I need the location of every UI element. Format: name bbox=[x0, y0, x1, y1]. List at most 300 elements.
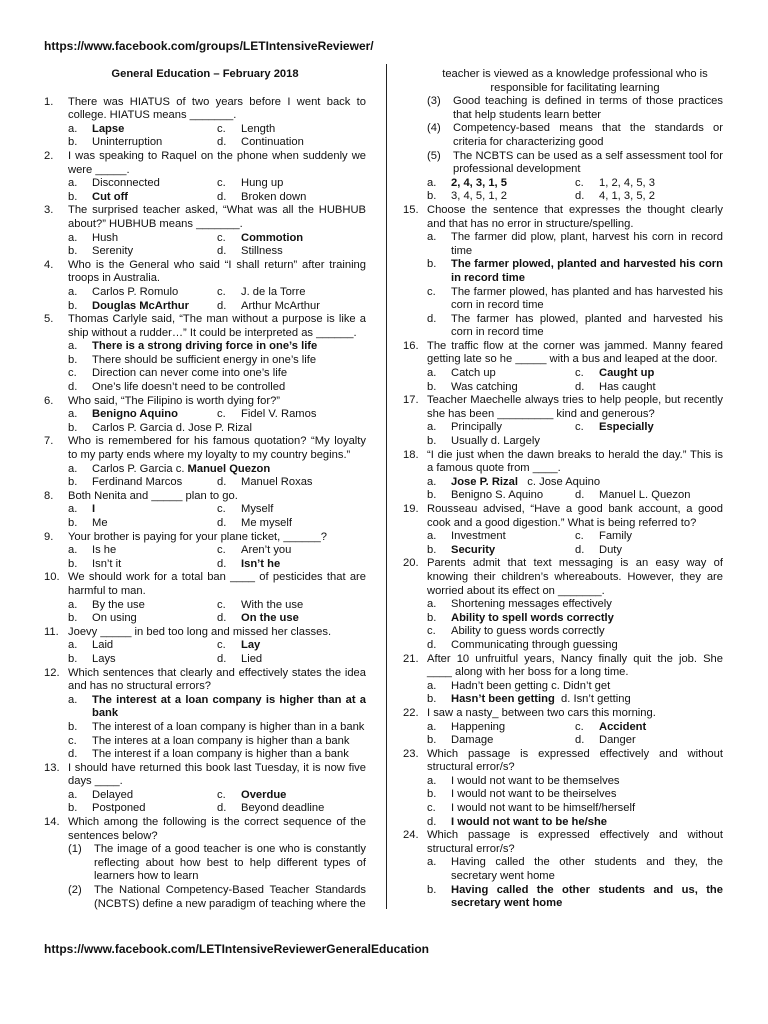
choice bbox=[575, 381, 723, 395]
choice-letter: c. bbox=[427, 802, 436, 815]
choice-text-wrap bbox=[451, 884, 723, 911]
choice-letter: d. bbox=[575, 543, 585, 556]
choice bbox=[217, 476, 366, 490]
statement-number: (1) bbox=[68, 843, 82, 856]
choice-row bbox=[44, 599, 366, 613]
choice-text: Disconnected bbox=[92, 177, 160, 190]
question-stem: After 10 unfruitful years, Nancy finally quit the job. She ____ along with her boss for a long time. bbox=[427, 652, 723, 679]
choice-row bbox=[44, 123, 366, 137]
question bbox=[403, 204, 723, 231]
choice-row bbox=[403, 489, 723, 503]
correct-answer: Isn’t he bbox=[241, 557, 281, 570]
choice-letter: b. bbox=[68, 190, 78, 203]
statement-text: The National Competency-Based Teacher Standards (NCBTS) define a new paradigm of teaching where the bbox=[94, 884, 366, 910]
choice-letter: d. bbox=[575, 380, 585, 393]
question bbox=[44, 667, 366, 694]
choice-row bbox=[44, 544, 366, 558]
choice-letter: c. bbox=[217, 408, 226, 421]
statement-number: (5) bbox=[427, 149, 441, 162]
question bbox=[44, 395, 366, 409]
choice-text-wrap bbox=[451, 802, 723, 816]
choice-letter: d. bbox=[575, 489, 585, 502]
choice-text-wrap bbox=[451, 612, 723, 626]
choice-text-wrap bbox=[451, 286, 723, 313]
numbered-statement bbox=[403, 150, 723, 177]
choice bbox=[403, 476, 723, 490]
question-number: 23. bbox=[403, 747, 419, 760]
choice-text: I would not want to be himself/herself bbox=[451, 802, 636, 815]
choice-text-wrap bbox=[451, 231, 723, 258]
statement-text: Competency-based means that the standards or criteria for characterizing good bbox=[453, 122, 723, 148]
choice-letter: a. bbox=[68, 544, 78, 557]
question bbox=[44, 313, 366, 340]
choice-letter: c. bbox=[575, 720, 584, 733]
question-stem: Joevy _____ in bed too long and missed her classes. bbox=[68, 625, 332, 638]
choice bbox=[68, 544, 217, 558]
choice-letter: d. bbox=[217, 557, 227, 570]
choice bbox=[575, 190, 723, 204]
left-column-body bbox=[44, 96, 366, 912]
choice-text-wrap bbox=[92, 354, 366, 368]
choice-letter: c. bbox=[68, 367, 77, 380]
question-number: 1. bbox=[44, 95, 54, 108]
question bbox=[44, 762, 366, 789]
correct-answer: Accident bbox=[599, 720, 647, 733]
choice-letter: a. bbox=[68, 285, 78, 298]
choice-text: Carlos P. Garcia c. bbox=[92, 462, 185, 475]
choice bbox=[575, 177, 723, 191]
choice-letter: a. bbox=[68, 340, 78, 353]
choice bbox=[403, 856, 723, 883]
choice-letter: d. bbox=[217, 652, 227, 665]
question-number: 24. bbox=[403, 829, 419, 842]
correct-answer: Overdue bbox=[241, 788, 287, 801]
choice bbox=[217, 558, 366, 572]
choice-text: The farmer has plowed, planted and harvested his corn in record time bbox=[451, 312, 723, 339]
choice-letter: b. bbox=[68, 299, 78, 312]
question-stem: There was HIATUS of two years before I went back to college. HIATUS means _______. bbox=[68, 95, 366, 122]
choice-text: With the use bbox=[241, 598, 304, 611]
choice-text-wrap bbox=[451, 258, 723, 285]
choice-letter: c. bbox=[217, 598, 226, 611]
choice-letter: a. bbox=[427, 598, 437, 611]
numbered-statement bbox=[44, 884, 366, 911]
choice bbox=[403, 435, 723, 449]
question-number: 22. bbox=[403, 706, 419, 719]
question-stem: I should have returned this book last Tuesday, it is now five days ____. bbox=[68, 761, 366, 788]
choice-row bbox=[403, 367, 723, 381]
choice-letter: d. bbox=[217, 136, 227, 149]
choice-text: Uninterruption bbox=[92, 136, 163, 149]
choice-text: Manuel L. Quezon bbox=[599, 489, 691, 502]
question bbox=[403, 653, 723, 680]
choice-letter: a. bbox=[427, 475, 437, 488]
choice bbox=[217, 612, 366, 626]
question-number: 19. bbox=[403, 503, 419, 515]
choice-letter: c. bbox=[217, 639, 226, 652]
choice-text-wrap bbox=[92, 340, 366, 354]
choice bbox=[427, 544, 575, 558]
question-number: 7. bbox=[44, 435, 54, 448]
choice-text-wrap bbox=[451, 816, 723, 830]
statement-number: (3) bbox=[427, 95, 441, 108]
choice-letter: b. bbox=[68, 353, 78, 366]
choice-letter: b. bbox=[68, 517, 78, 529]
choice-row bbox=[44, 136, 366, 150]
correct-answer: 2, 4, 3, 1, 5 bbox=[451, 176, 507, 189]
choice-text: Delayed bbox=[92, 788, 134, 801]
question-stem: The surprised teacher asked, “What was all the HUBHUB about?” HUBHUB means _______. bbox=[68, 204, 366, 230]
question bbox=[403, 394, 723, 421]
choice-letter: a. bbox=[68, 788, 78, 801]
document-title: General Education – February 2018 bbox=[111, 68, 299, 80]
question-stem: Your brother is paying for your plane ticket, ______? bbox=[68, 530, 327, 543]
question-number: 6. bbox=[44, 394, 54, 407]
correct-answer: The interest at a loan company is higher than at a bank bbox=[92, 693, 366, 720]
choice bbox=[217, 245, 366, 259]
choice-text: Beyond deadline bbox=[241, 802, 325, 815]
choice bbox=[68, 476, 217, 490]
left-column bbox=[44, 68, 366, 911]
choice-text-wrap bbox=[92, 735, 366, 749]
choice bbox=[427, 421, 575, 435]
footer-url[interactable]: https://www.facebook.com/LETIntensiveReviewerGeneralEducation bbox=[44, 942, 429, 956]
question-number: 10. bbox=[44, 571, 60, 584]
question-stem: Who said, “The Filipino is worth dying for?” bbox=[68, 394, 281, 407]
question-stem: Rousseau advised, “Have a good bank account, a good cook and a good digestion.” What is being referred to? bbox=[427, 503, 723, 529]
question bbox=[44, 490, 366, 504]
choice bbox=[217, 232, 366, 246]
choice bbox=[68, 789, 217, 803]
question-stem: We should work for a total ban ____ of pesticides that are harmful to man. bbox=[68, 571, 366, 597]
choice-letter: d. bbox=[217, 612, 227, 625]
choice bbox=[217, 544, 366, 558]
header-url[interactable]: https://www.facebook.com/groups/LETIntensiveReviewer/ bbox=[44, 39, 374, 53]
choice-row bbox=[44, 503, 366, 517]
choice-row bbox=[44, 802, 366, 816]
choice-letter: c. bbox=[575, 367, 584, 380]
choice-letter: a. bbox=[427, 367, 437, 380]
choice bbox=[403, 598, 723, 612]
choice-letter: b. bbox=[427, 258, 437, 271]
choice-text: Laid bbox=[92, 639, 114, 652]
choice-letter: b. bbox=[68, 136, 78, 149]
question-number: 18. bbox=[403, 448, 419, 461]
choice-text-wrap bbox=[92, 381, 366, 395]
choice-letter: a. bbox=[68, 231, 78, 244]
choice-row bbox=[44, 476, 366, 490]
choice-text: Lied bbox=[241, 652, 263, 665]
choice-text-wrap bbox=[92, 694, 366, 721]
choice bbox=[403, 816, 723, 830]
question-number: 20. bbox=[403, 557, 419, 570]
choice bbox=[217, 286, 366, 300]
question bbox=[403, 449, 723, 476]
choice-text-wrap bbox=[451, 435, 723, 449]
choice bbox=[68, 245, 217, 259]
choice bbox=[44, 381, 366, 395]
correct-answer: There is a strong driving force in one’s life bbox=[92, 340, 318, 353]
choice bbox=[427, 190, 575, 204]
choice-text-wrap bbox=[451, 775, 723, 789]
choice bbox=[427, 721, 575, 735]
choice bbox=[403, 680, 723, 694]
question-stem: Which among the following is the correct sequence of the sentences below? bbox=[68, 816, 366, 842]
choice bbox=[44, 422, 366, 436]
choice bbox=[403, 884, 723, 911]
question bbox=[44, 531, 366, 545]
choice-row bbox=[44, 191, 366, 205]
choice bbox=[403, 313, 723, 340]
question bbox=[403, 829, 723, 856]
choice bbox=[575, 421, 723, 435]
choice-text: Serenity bbox=[92, 245, 134, 258]
choice-text: Carlos P. Garcia d. Jose P. Rizal bbox=[92, 421, 253, 434]
choice bbox=[68, 136, 217, 150]
question bbox=[403, 557, 723, 598]
choice-letter: b. bbox=[427, 611, 437, 624]
choice-letter: d. bbox=[217, 476, 227, 489]
question-number: 13. bbox=[44, 761, 60, 774]
question-number: 16. bbox=[403, 339, 419, 352]
choice bbox=[403, 258, 723, 285]
choice bbox=[68, 191, 217, 205]
choice bbox=[427, 177, 575, 191]
choice-text-wrap bbox=[92, 748, 366, 762]
correct-answer: I would not want to be he/she bbox=[451, 815, 608, 828]
choice-row bbox=[44, 789, 366, 803]
choice-letter: c. bbox=[575, 530, 584, 543]
choice-letter: b. bbox=[427, 883, 437, 896]
choice-letter: d. bbox=[68, 748, 78, 761]
choice-letter: a. bbox=[427, 856, 437, 869]
question-number: 21. bbox=[403, 652, 419, 665]
choice-text-wrap bbox=[451, 625, 723, 639]
choice-row bbox=[403, 177, 723, 191]
choice-letter: d. bbox=[217, 802, 227, 815]
right-column bbox=[403, 68, 723, 911]
question-number: 4. bbox=[44, 258, 54, 271]
question-stem: I was speaking to Raquel on the phone when suddenly we were _____. bbox=[68, 149, 366, 176]
choice bbox=[44, 340, 366, 354]
choice-letter: c. bbox=[217, 122, 226, 135]
choice-letter: d. bbox=[68, 381, 78, 394]
choice-row bbox=[403, 190, 723, 204]
choice bbox=[575, 721, 723, 735]
choice-row bbox=[44, 558, 366, 572]
question bbox=[403, 340, 723, 367]
choice-text: The farmer did plow, plant, harvest his corn in record time bbox=[451, 231, 723, 257]
statement-continuation: teacher is viewed as a knowledge professional who is responsible for facilitating learning bbox=[442, 68, 708, 94]
choice bbox=[68, 123, 217, 137]
question-number: 17. bbox=[403, 394, 419, 407]
question-number: 8. bbox=[44, 489, 54, 502]
choice-text: Communicating through guessing bbox=[451, 638, 618, 651]
choice-text: Arthur McArthur bbox=[241, 299, 320, 312]
correct-answer: On the use bbox=[241, 612, 299, 625]
question-stem: Choose the sentence that expresses the thought clearly and that has no error in structure/spelling. bbox=[427, 203, 723, 230]
question bbox=[44, 435, 366, 462]
choice-text: J. de la Torre bbox=[241, 285, 306, 298]
correct-answer: Jose P. Rizal bbox=[451, 475, 518, 488]
choice-text-wrap bbox=[92, 422, 366, 436]
choice-text: 1, 2, 4, 5, 3 bbox=[599, 176, 655, 189]
choice-text: Direction can never come into one’s life bbox=[92, 367, 288, 380]
choice-row bbox=[403, 544, 723, 558]
choice-letter: d. bbox=[575, 734, 585, 747]
choice-text-wrap bbox=[92, 721, 366, 735]
choice-row bbox=[403, 381, 723, 395]
choice-letter: b. bbox=[427, 543, 437, 556]
question bbox=[44, 150, 366, 177]
choice-letter: c. bbox=[427, 625, 436, 638]
choice bbox=[403, 788, 723, 802]
statement-text: The image of a good teacher is one who is constantly reflecting about how best to help different types of learners how to learn bbox=[94, 843, 366, 883]
choice-text: Me bbox=[92, 517, 108, 529]
correct-answer: Commotion bbox=[241, 231, 304, 244]
choice-text: Duty bbox=[599, 543, 623, 556]
choice-text: Stillness bbox=[241, 245, 283, 258]
choice-text: Ability to guess words correctly bbox=[451, 625, 605, 638]
choice-letter: b. bbox=[427, 380, 437, 393]
question-number: 2. bbox=[44, 149, 54, 162]
choice-text: Investment bbox=[451, 530, 506, 543]
choice-text: Happening bbox=[451, 720, 506, 733]
choice-text: The interest if a loan company is higher than a bank bbox=[92, 748, 349, 761]
question-number: 5. bbox=[44, 313, 54, 326]
choice-text: One’s life doesn’t need to be controlled bbox=[92, 381, 286, 394]
choice-text: d. Isn’t getting bbox=[554, 693, 631, 706]
choice-letter: a. bbox=[68, 177, 78, 190]
choice-letter: a. bbox=[68, 122, 78, 135]
question bbox=[403, 748, 723, 775]
choice-letter: d. bbox=[217, 517, 227, 529]
correct-answer: Security bbox=[451, 543, 496, 556]
choice-text-wrap bbox=[451, 598, 723, 612]
choice-text-wrap bbox=[451, 313, 723, 340]
choice bbox=[68, 408, 217, 422]
choice-letter: d. bbox=[217, 190, 227, 203]
choice-text: 3, 4, 5, 1, 2 bbox=[451, 190, 507, 203]
choice bbox=[217, 517, 366, 531]
choice-letter: c. bbox=[217, 503, 226, 516]
question-stem: Who is remembered for his famous quotation? “My loyalty to my party ends where my loyalty to my country begins.” bbox=[68, 435, 366, 462]
choice-text: 4, 1, 3, 5, 2 bbox=[599, 190, 655, 203]
choice bbox=[44, 748, 366, 762]
choice-text: Shortening messages effectively bbox=[451, 598, 612, 611]
choice bbox=[217, 177, 366, 191]
question bbox=[44, 626, 366, 640]
choice bbox=[217, 503, 366, 517]
choice-text: Hush bbox=[92, 231, 119, 244]
choice bbox=[403, 625, 723, 639]
correct-answer: Cut off bbox=[92, 190, 129, 203]
choice bbox=[68, 503, 217, 517]
choice-text: Aren’t you bbox=[241, 544, 292, 557]
choice-letter: c. bbox=[217, 231, 226, 244]
choice bbox=[68, 286, 217, 300]
choice bbox=[575, 530, 723, 544]
choice bbox=[427, 381, 575, 395]
numbered-statement bbox=[44, 843, 366, 884]
correct-answer: The farmer plowed, planted and harvested his corn in record time bbox=[451, 258, 723, 284]
choice bbox=[68, 612, 217, 626]
question-stem: I saw a nasty_ between two cars this morning. bbox=[427, 706, 656, 719]
choice-letter: c. bbox=[217, 544, 226, 557]
question-stem: Which passage is expressed effectively and without structural error/s? bbox=[427, 829, 723, 855]
choice-text-wrap bbox=[92, 463, 366, 477]
choice bbox=[44, 721, 366, 735]
question-stem: Parents admit that text messaging is an easy way of knowing their children’s whereabouts. However, they are worried about its effect on _______. bbox=[427, 557, 723, 597]
choice bbox=[217, 653, 366, 667]
choice-text: Usually d. Largely bbox=[451, 435, 540, 448]
correct-answer: Douglas McArthur bbox=[92, 299, 189, 312]
question-stem: Thomas Carlyle said, “The man without a purpose is like a ship without a rudder…” It could be interpreted as ______. bbox=[68, 313, 366, 339]
choice-row bbox=[44, 612, 366, 626]
correct-answer: Hasn’t been getting bbox=[451, 693, 555, 706]
choice-letter: a. bbox=[68, 598, 78, 611]
question-number: 3. bbox=[44, 204, 54, 217]
question bbox=[403, 503, 723, 530]
choice-letter: c. bbox=[217, 788, 226, 801]
choice-letter: a. bbox=[427, 720, 437, 733]
choice-text: Fidel V. Ramos bbox=[241, 408, 317, 421]
question bbox=[44, 259, 366, 286]
choice-text: On using bbox=[92, 612, 137, 625]
question-stem: The traffic flow at the corner was jammed. Manny feared getting late so he _____ with a bus and leaped at the door. bbox=[427, 339, 723, 366]
question-stem: “I die just when the dawn breaks to herald the day.” This is a famous quote from ____. bbox=[427, 448, 723, 475]
choice-letter: a. bbox=[427, 231, 437, 244]
choice-text-wrap bbox=[451, 680, 723, 694]
choice-letter: a. bbox=[68, 639, 78, 652]
choice bbox=[217, 136, 366, 150]
choice-letter: d. bbox=[217, 245, 227, 258]
choice-text: Ferdinand Marcos bbox=[92, 476, 183, 489]
choice bbox=[403, 612, 723, 626]
choice-letter: a. bbox=[427, 679, 437, 692]
choice bbox=[403, 286, 723, 313]
choice bbox=[403, 775, 723, 789]
choice-text: Postponed bbox=[92, 802, 146, 815]
choice-text: Benigno S. Aquino bbox=[451, 489, 544, 502]
choice bbox=[217, 191, 366, 205]
choice bbox=[575, 367, 723, 381]
choice-letter: b. bbox=[68, 245, 78, 258]
choice-letter: c. bbox=[575, 176, 584, 189]
correct-answer: Lay bbox=[241, 639, 261, 652]
choice-text: Hung up bbox=[241, 177, 284, 190]
question-stem: Which sentences that clearly and effectively states the idea and has no structural errors? bbox=[68, 666, 366, 693]
choice-letter: a. bbox=[68, 462, 78, 475]
choice-letter: d. bbox=[427, 638, 437, 651]
choice-letter: a. bbox=[68, 408, 78, 421]
choice-text: Catch up bbox=[451, 367, 496, 380]
choice-text: Family bbox=[599, 530, 632, 543]
choice-letter: b. bbox=[68, 720, 78, 733]
choice bbox=[68, 300, 217, 314]
choice-text-wrap bbox=[451, 476, 723, 490]
choice-text: Me myself bbox=[241, 517, 292, 529]
choice bbox=[403, 802, 723, 816]
choice-row bbox=[44, 639, 366, 653]
choice-letter: a. bbox=[427, 774, 437, 787]
choice-text: Has caught bbox=[599, 380, 656, 393]
choice bbox=[44, 367, 366, 381]
choice-letter: b. bbox=[427, 489, 437, 502]
correct-answer: Lapse bbox=[92, 122, 125, 135]
choice-text: Isn’t it bbox=[92, 557, 122, 570]
numbered-statement bbox=[403, 95, 723, 122]
